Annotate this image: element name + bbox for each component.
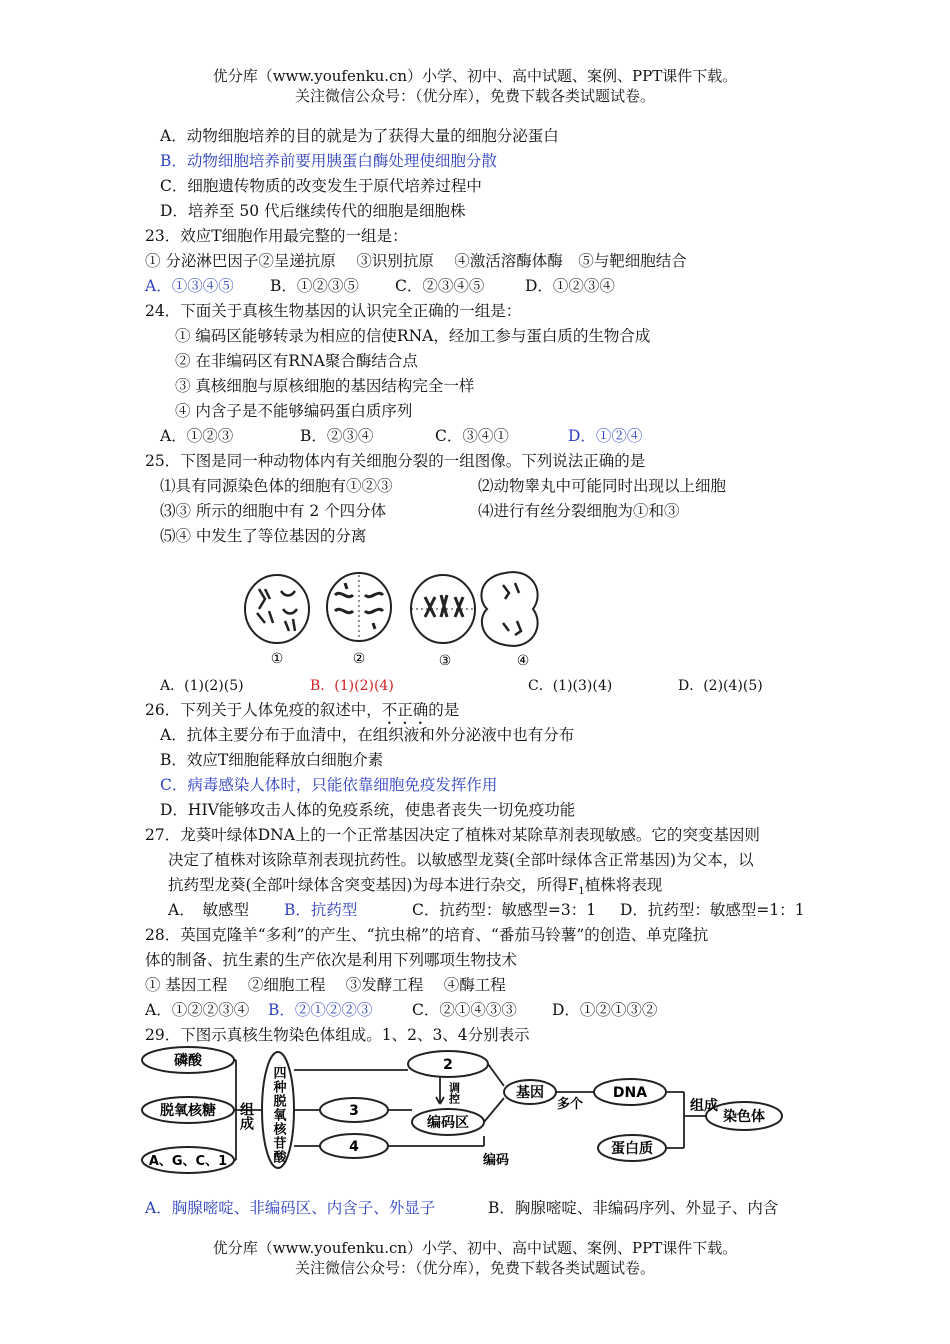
q27-stem-line-3-post: 植株将表现	[584, 876, 663, 894]
q24-option-b: B．②③④	[300, 427, 374, 445]
q27-stem-line-3-pre: 抗药型龙葵(全部叶绿体含突变基因)为母本进行杂交，所得F	[168, 876, 579, 894]
header-line-2: 关注微信公众号：（优分库），免费下载各类试题试卷。	[294, 87, 655, 105]
cell-3	[411, 575, 475, 643]
q25-statement-5: ⑸④ 中发生了等位基因的分离	[160, 527, 367, 545]
diagram-node-4: 4	[349, 1139, 359, 1155]
q26-stem-emphasis: 不正确	[381, 701, 429, 719]
q23-option-d: D．①②③④	[525, 277, 615, 295]
q25-statement-3: ⑶③ 所示的细胞中有 2 个四分体	[160, 502, 387, 520]
diagram-coding-region: 编码区	[427, 1115, 469, 1131]
footer-line-2: 关注微信公众号：（优分库），免费下载各类试题试卷。	[294, 1259, 655, 1277]
diagram-chromosome: 染色体	[723, 1109, 765, 1125]
q25-statement-2: ⑵动物睾丸中可能同时出现以上细胞	[478, 477, 727, 495]
footer-line-1: 优分库（www.youfenku.cn）小学、初中、高中试题、案例、PPT课件下载。	[212, 1239, 738, 1257]
q23-option-c: C．②③④⑤	[395, 277, 485, 295]
diagram-gene: 基因	[516, 1085, 544, 1101]
diagram-node-2: 2	[443, 1057, 453, 1073]
cell-4	[481, 572, 537, 646]
q29-option-a: A．胸腺嘧啶、非编码区、内含子、外显子	[145, 1199, 436, 1217]
q25-statement-4: ⑷进行有丝分裂细胞为①和③	[478, 502, 680, 520]
diagram-node-3: 3	[349, 1103, 359, 1119]
q27-stem-line-3	[168, 875, 662, 902]
diagram-dna: DNA	[612, 1085, 648, 1101]
diagram-bases: A、G、C、1	[148, 1154, 228, 1169]
q24-item-3: ③ 真核细胞与原核细胞的基因结构完全一样	[175, 377, 475, 395]
q27-stem-line-1: 27．龙葵叶绿体DNA上的一个正常基因决定了植株对某除草剂表现敏感。它的突变基因则	[145, 826, 760, 844]
q28-option-c: C．②①④③③	[412, 1001, 517, 1019]
q26-option-c: C．病毒感染人体时，只能依靠细胞免疫发挥作用	[160, 776, 498, 794]
diagram-many: 多个	[556, 1097, 584, 1112]
q26-option-a: A．抗体主要分布于血清中，在组织液和外分泌液中也有分布	[160, 726, 575, 744]
q25-statement-1: ⑴具有同源染色体的细胞有①②③	[160, 477, 393, 495]
q22-option-b: B．动物细胞培养前要用胰蛋白酶处理使细胞分散	[160, 152, 497, 170]
q25-option-c: C．(1)(3)(4)	[528, 678, 613, 694]
q25-option-d: D．(2)(4)(5)	[678, 678, 763, 694]
q22-option-c: C．细胞遗传物质的改变发生于原代培养过程中	[160, 177, 482, 195]
diagram-regulate: 调控	[447, 1082, 461, 1104]
diagram-deoxyribose: 脱氧核糖	[160, 1103, 216, 1119]
q28-option-d: D．①②①③②	[552, 1001, 658, 1019]
q24-option-c: C．③④①	[435, 427, 509, 445]
q23-stem: 23．效应T细胞作用最完整的一组是：	[145, 227, 408, 245]
q23-option-a: A．①③④⑤	[145, 277, 234, 295]
q27-option-c: C．抗药型：敏感型=3：1	[412, 901, 597, 919]
q28-stem-line-1: 28．英国克隆羊“多利”的产生、“抗虫棉”的培育、“番茄马铃薯”的创造、单克隆抗	[145, 926, 709, 944]
q25-option-a: A．(1)(2)(5)	[160, 678, 244, 694]
diagram-compose-label-2: 组成	[690, 1098, 718, 1114]
q26-stem-post: 的是	[428, 701, 460, 719]
q26-stem	[145, 700, 459, 728]
q27-option-a: A． 敏感型	[168, 901, 249, 919]
diagram-encode: 编码	[482, 1153, 510, 1168]
q27-stem-line-2: 决定了植株对该除草剂表现抗药性。以敏感型龙葵(全部叶绿体含正常基因)为父本，以	[168, 851, 754, 869]
q28-stem-line-2: 体的制备、抗生素的生产依次是利用下列哪项生物技术	[145, 951, 518, 969]
cell-2	[327, 573, 391, 641]
diagram-compose-label-1: 组成	[238, 1102, 254, 1130]
q28-option-b: B．②①②②③	[268, 1001, 373, 1019]
q27-option-b: B．抗药型	[284, 901, 358, 919]
q24-option-a: A．①②③	[160, 427, 234, 445]
q23-option-b: B．①②③⑤	[270, 277, 359, 295]
cell-label-4: ④	[516, 653, 530, 669]
q24-stem: 24．下面关于真核生物基因的认识完全正确的一组是：	[145, 302, 522, 320]
q25-stem: 25．下图是同一种动物体内有关细胞分裂的一组图像。下列说法正确的是	[145, 452, 646, 470]
q24-item-1: ① 编码区能够转录为相应的信使RNA，经加工参与蛋白质的生物合成	[175, 327, 651, 345]
q29-option-b: B．胸腺嘧啶、非编码序列、外显子、内含	[488, 1199, 779, 1217]
cell-label-3: ③	[438, 653, 452, 669]
q28-option-a: A．①②②③④	[145, 1001, 250, 1019]
q28-items: ① 基因工程 ②细胞工程 ③发酵工程 ④酶工程	[145, 976, 506, 994]
q26-option-b: B．效应T细胞能释放白细胞介素	[160, 751, 384, 769]
q25-option-b: B．(1)(2)(4)	[310, 678, 394, 694]
q23-items: ① 分泌淋巴因子②呈递抗原 ③识别抗原 ④激活溶酶体酶 ⑤与靶细胞结合	[145, 252, 687, 270]
q29-stem: 29．下图示真核生物染色体组成。1、2、3、4分别表示	[145, 1026, 530, 1044]
diagram-nucleotides: 四种脱氧核苷酸	[270, 1066, 286, 1164]
cell-1	[245, 575, 309, 643]
cell-label-1: ①	[270, 651, 284, 667]
cell-division-figure	[235, 565, 565, 675]
q24-option-d: D．①②④	[568, 427, 643, 445]
chromosome-composition-diagram	[140, 1046, 790, 1176]
q26-option-d: D．HIV能够攻击人体的免疫系统，使患者丧失一切免疫功能	[160, 801, 576, 819]
q22-option-d: D．培养至 50 代后继续传代的细胞是细胞株	[160, 202, 466, 220]
q27-option-d: D．抗药型：敏感型=1：1	[620, 901, 805, 919]
cell-label-2: ②	[352, 651, 366, 667]
header-line-1: 优分库（www.youfenku.cn）小学、初中、高中试题、案例、PPT课件下载。	[212, 67, 738, 85]
q26-stem-pre: 26．下列关于人体免疫的叙述中，	[145, 701, 382, 719]
diagram-protein: 蛋白质	[611, 1141, 653, 1157]
q24-item-2: ② 在非编码区有RNA聚合酶结合点	[175, 352, 418, 370]
q22-option-a: A．动物细胞培养的目的就是为了获得大量的细胞分泌蛋白	[160, 127, 559, 145]
q27-subscript: 1	[578, 886, 585, 898]
q24-item-4: ④ 内含子是不能够编码蛋白质序列	[175, 402, 413, 420]
diagram-phosphate: 磷酸	[174, 1053, 202, 1069]
